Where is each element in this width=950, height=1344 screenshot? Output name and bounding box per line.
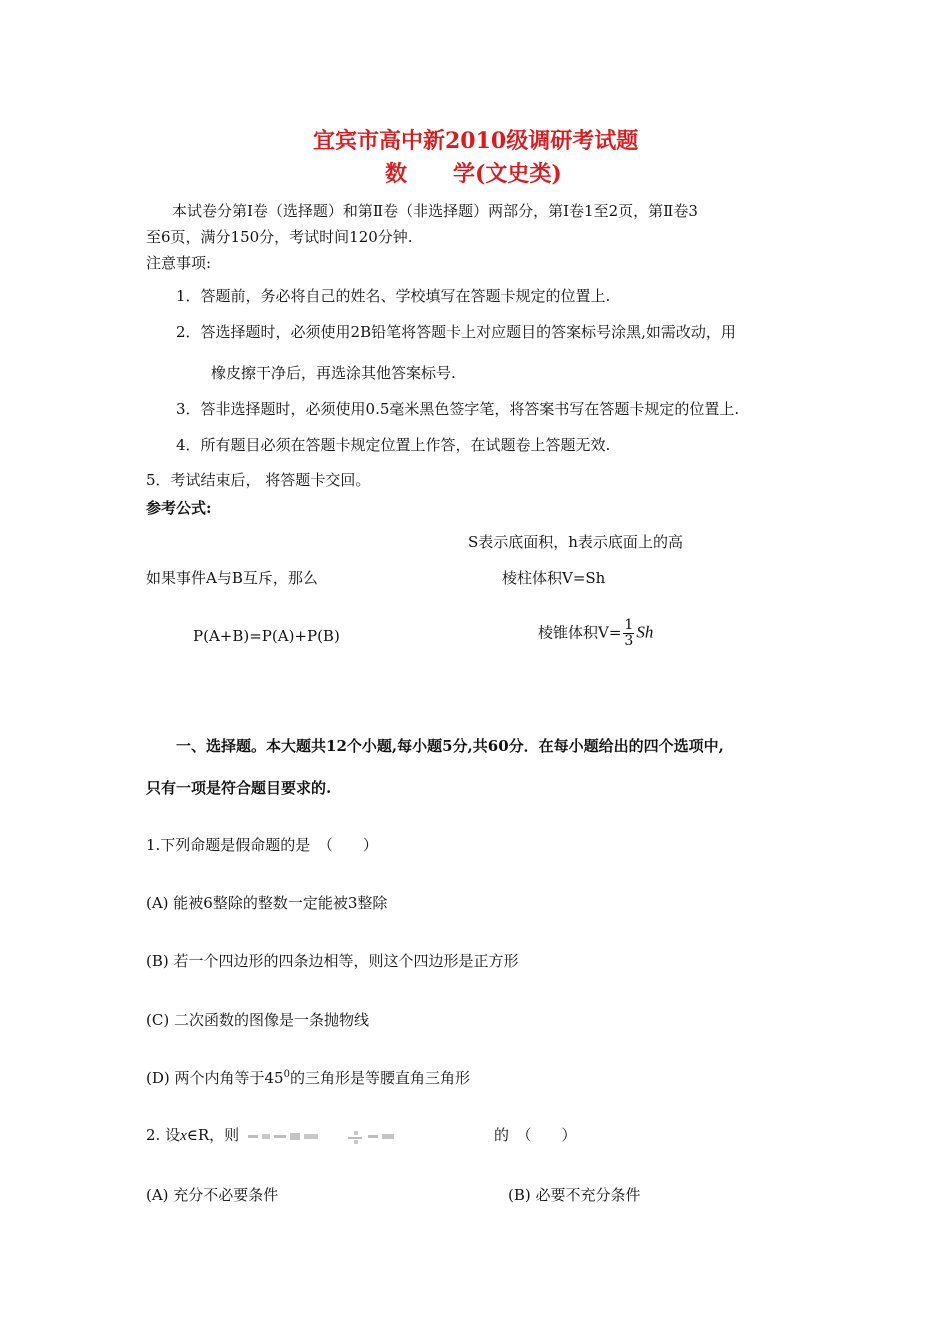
note-item-3: 3．答非选择题时，必须使用0.5毫米黑色签字笔，将答案书写在答题卡规定的位置上. xyxy=(176,400,740,418)
note-item-5: 5．考试结束后， 将答题卡交回。 xyxy=(146,471,371,489)
formula-pyramid-variable: Sh xyxy=(636,622,654,642)
note-item-1: 1．答题前，务必将自己的姓名、学校填写在答题卡规定的位置上. xyxy=(176,287,611,305)
question-1-option-c: (C) 二次函数的图像是一条抛物线 xyxy=(146,1011,369,1029)
formula-pyramid-prefix: 棱锥体积V= xyxy=(538,623,622,642)
section-1-instructions: 一、选择题。本大题共12个小题,每小题5分,共60分．在每小题给出的四个选项中, xyxy=(176,737,724,755)
formula-probability: P(A+B)=P(A)+P(B) xyxy=(193,627,340,645)
exam-subtitle-category: 学(文史类) xyxy=(453,161,562,187)
question-2-stem xyxy=(146,1124,576,1145)
intro-line-2: 至6页，满分150分，考试时间120分钟. xyxy=(146,228,413,246)
question-2-option-a: (A) 充分不必要条件 xyxy=(146,1186,279,1204)
question-2-option-b: (B) 必要不充分条件 xyxy=(508,1186,641,1204)
formula-event-condition: 如果事件A与B互斥，那么 xyxy=(146,569,318,587)
option-d-prefix: (D) 两个内角等于 xyxy=(146,1069,265,1087)
fraction-denominator: 3 xyxy=(624,633,634,649)
exam-subtitle-subject: 数 xyxy=(385,161,408,187)
question-2-illegible-condition xyxy=(244,1129,494,1145)
formula-s-description: S表示底面积，h表示底面上的高 xyxy=(468,533,683,551)
question-2-domain: ∈R，则 xyxy=(186,1126,240,1144)
exam-title: 宜宾市高中新2010级调研考试题 xyxy=(313,128,639,154)
question-2-suffix: 的 （ ） xyxy=(493,1126,577,1144)
section-1-instructions-cont: 只有一项是符合题目要求的. xyxy=(146,779,332,797)
question-1-option-b: (B) 若一个四边形的四条边相等，则这个四边形是正方形 xyxy=(146,952,519,970)
question-1-stem: 1.下列命题是假命题的是 （ ） xyxy=(146,836,378,854)
formula-pyramid-volume xyxy=(538,618,653,649)
notes-heading: 注意事项: xyxy=(146,254,212,272)
note-item-2: 2．答选择题时，必须使用2B铅笔将答题卡上对应题目的答案标号涂黑,如需改动，用 xyxy=(176,323,736,341)
formula-heading: 参考公式: xyxy=(146,499,212,517)
question-2-variable: x xyxy=(180,1128,187,1144)
option-d-angle: 45 xyxy=(264,1069,284,1087)
option-d-degree-sup: 0 xyxy=(283,1069,290,1080)
question-2-prefix: 2. 设 xyxy=(146,1126,181,1144)
note-item-4: 4．所有题目必须在答题卡规定位置上作答，在试题卷上答题无效. xyxy=(176,436,611,454)
option-d-suffix: 的三角形是等腰直角三角形 xyxy=(289,1069,470,1087)
question-1-option-a: (A) 能被6整除的整数一定能被3整除 xyxy=(146,894,388,912)
fraction-one-third xyxy=(623,618,634,649)
formula-prism-volume: 棱柱体积V=Sh xyxy=(502,569,606,587)
intro-line-1: 本试卷分第Ⅰ卷（选择题）和第Ⅱ卷（非选择题）两部分，第Ⅰ卷1至2页，第Ⅱ卷3 xyxy=(172,202,698,220)
note-item-2-cont: 橡皮擦干净后，再选涂其他答案标号. xyxy=(211,364,456,382)
question-1-option-d xyxy=(146,1067,470,1088)
fraction-numerator: 1 xyxy=(624,617,634,633)
illegible-formula-image xyxy=(244,1129,494,1145)
